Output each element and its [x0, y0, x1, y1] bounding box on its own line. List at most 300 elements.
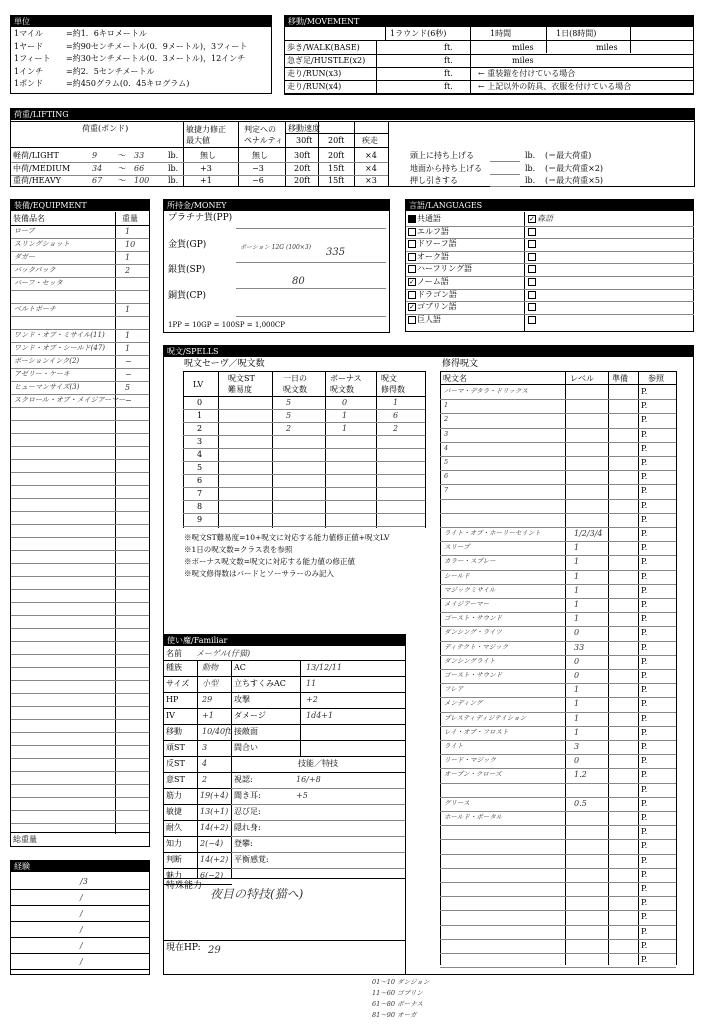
- language-extra-5[interactable]: [528, 277, 537, 286]
- language-checkbox[interactable]: [408, 228, 416, 236]
- rule: [11, 921, 149, 922]
- familiar-kind-label: 種族: [166, 663, 182, 672]
- rule: [11, 355, 149, 356]
- rule: [164, 852, 232, 853]
- familiar-fort-val: 3: [202, 743, 208, 752]
- rule: [440, 655, 676, 656]
- xp-entry: /: [80, 957, 83, 966]
- rule: [440, 669, 676, 670]
- lift-tilde: 〜: [118, 151, 126, 160]
- known-spell-level: 1: [574, 557, 580, 567]
- familiar-kind-val: 動物: [202, 663, 218, 672]
- unit-value: =約1．6キロメートル: [66, 29, 147, 38]
- spell-level: 0: [197, 398, 203, 407]
- rule: [11, 524, 149, 525]
- familiar-skill-label: 平衡感覚:: [234, 855, 269, 864]
- known-spell-name: メンディング: [444, 699, 483, 708]
- known-spell-name: ディテクト・マジック: [444, 642, 509, 651]
- rule: [183, 461, 425, 462]
- spell-note: ※呪文修得数はバードとソーサラーのみ記入: [184, 569, 334, 578]
- lift-col-speed: 移動速度: [288, 124, 320, 133]
- language-item-6[interactable]: [408, 290, 457, 299]
- rule: [115, 212, 116, 834]
- rule: [236, 288, 386, 289]
- known-spell-ref: P.: [641, 727, 648, 737]
- rule: [440, 925, 676, 926]
- language-item-7[interactable]: [408, 302, 457, 311]
- familiar-ability-label: 判断: [166, 855, 182, 864]
- rule: [318, 121, 319, 187]
- rule: [11, 342, 149, 343]
- rule: [440, 470, 676, 471]
- known-col-name: 呪文名: [443, 374, 467, 383]
- money-rate: 1PP = 10GP = 100SP = 1,000CP: [168, 321, 286, 329]
- language-extra-8[interactable]: [528, 315, 537, 324]
- lift-s3: ×4: [365, 163, 377, 173]
- familiar-fort-label: 頑ST: [166, 743, 185, 752]
- familiar-size-label: サイズ: [166, 679, 190, 688]
- rule: [11, 628, 149, 629]
- rule: [376, 371, 377, 528]
- lift-label: 重荷/HEAVY: [13, 176, 61, 185]
- lift-action: 地面から持ち上げる: [410, 163, 482, 173]
- known-spell-ref: P.: [641, 912, 648, 922]
- known-spell-name: マジックミサイル: [444, 585, 496, 594]
- rule: [11, 459, 149, 460]
- language-item-2[interactable]: [408, 239, 457, 248]
- known-col-level: レベル: [570, 374, 594, 383]
- known-spell-ref: P.: [641, 387, 648, 396]
- footer-note: 11〜60 ゴブリン: [372, 989, 423, 997]
- rule: [11, 832, 149, 833]
- known-spell-name: バーマ・デタラ・ドリックス: [444, 387, 528, 395]
- rule: [231, 852, 405, 853]
- spell-level: 7: [197, 489, 203, 498]
- rule: [440, 384, 676, 385]
- equip-item-weight: 1: [125, 253, 131, 262]
- known-spell-ref: P.: [641, 458, 648, 467]
- known-spell-ref: P.: [641, 415, 648, 425]
- spell-col-known: 呪文 修得数: [381, 374, 405, 394]
- equip-item-name: アゼリー・ケーキ: [14, 370, 70, 378]
- familiar-dmg-label: ダメージ: [234, 711, 266, 720]
- known-spell-level: 1: [574, 614, 580, 624]
- equip-item-name: スクロール・オブ・メイジアーマー: [14, 396, 126, 404]
- familiar-dmg-val: 1d4+1: [306, 711, 334, 720]
- lift-dex: +3: [200, 163, 212, 173]
- rule: [440, 428, 676, 429]
- familiar-ability-val: 13(+1): [200, 807, 229, 816]
- language-label: オーク語: [417, 251, 449, 261]
- movement-unit: ft.: [444, 82, 453, 91]
- spell-level: 6: [197, 476, 203, 485]
- known-spell-ref: P.: [641, 855, 648, 865]
- familiar-ability-label: 魅力: [166, 871, 182, 880]
- spell-note: ※呪文ST難易度=10+呪文に対応する能力値修正値+呪文LV: [184, 533, 390, 542]
- familiar-hp-label: HP: [166, 695, 179, 704]
- rule: [440, 868, 676, 869]
- rule: [285, 133, 388, 134]
- equip-item-name: ワンド・オブ・シールド(47): [14, 344, 106, 352]
- rule: [490, 174, 520, 175]
- rule: [164, 772, 232, 773]
- rule: [490, 161, 520, 162]
- rule: [11, 407, 149, 408]
- movement-unit: miles: [512, 56, 534, 65]
- lift-action-note: (＝最大荷重×2): [545, 163, 604, 173]
- familiar-face-label: 接敵面: [234, 727, 258, 736]
- equip-item-weight: 1: [125, 331, 131, 340]
- rule: [11, 758, 149, 759]
- rule: [183, 487, 425, 488]
- movement-note: ← 重装鎧を付けている場合: [478, 69, 576, 78]
- rule: [440, 768, 676, 769]
- rule: [285, 67, 694, 68]
- movement-col-col_day: 1日(8時間): [556, 29, 597, 38]
- rule: [231, 868, 405, 869]
- familiar-ability-label: 敏捷: [166, 807, 182, 816]
- language-label: 森語: [537, 214, 553, 223]
- known-spell-ref: P.: [641, 742, 648, 751]
- language-checkbox[interactable]: [408, 240, 416, 248]
- language-item-5[interactable]: [408, 277, 449, 286]
- language-checkbox[interactable]: [408, 291, 416, 299]
- money-sp-val: 80: [292, 276, 305, 287]
- equip-item-weight: 1: [125, 305, 131, 314]
- rule: [425, 371, 426, 528]
- language-extra-7[interactable]: [528, 302, 537, 311]
- rule: [164, 836, 232, 837]
- rule: [440, 783, 676, 784]
- language-checkbox[interactable]: [528, 265, 536, 273]
- language-item-4[interactable]: [408, 264, 472, 273]
- known-spell-level: 3: [574, 742, 580, 751]
- known-spell-level: 0: [574, 671, 580, 680]
- known-spell-level: 1/2/3/4: [574, 529, 603, 538]
- lift-col-dex: 敏捷力修正 最大値: [186, 125, 226, 145]
- known-spell-name: オープン・クローズ: [444, 770, 502, 779]
- known-spell-name: リード・マジック: [444, 756, 496, 765]
- known-spell-level: 1: [574, 699, 580, 709]
- familiar-skill-label: 登攀:: [234, 839, 253, 848]
- rule: [440, 754, 676, 755]
- rule: [11, 745, 149, 746]
- lift-dex: 無し: [200, 151, 216, 160]
- rule: [231, 740, 405, 741]
- rule: [285, 121, 286, 187]
- rule: [440, 570, 676, 571]
- languages-header: 言語/LANGUAGES: [406, 200, 693, 211]
- known-spell-ref: P.: [641, 656, 648, 666]
- rule: [470, 27, 471, 95]
- known-spell-level: 1: [574, 713, 580, 723]
- footer-note: 01〜10 ダンジョン: [372, 978, 430, 986]
- language-extra-3[interactable]: [528, 252, 537, 261]
- rule: [164, 940, 405, 941]
- rule: [272, 371, 273, 528]
- familiar-ability-val: 2(−4): [200, 839, 224, 848]
- known-spell-name: ホールド・ポータル: [444, 813, 503, 821]
- familiar-ability-val: 6(−2): [200, 871, 224, 880]
- known-spell-name: 3: [444, 429, 449, 438]
- unit-value: =約450グラム(0．45キログラム): [66, 79, 190, 88]
- familiar-ability-label: 筋力: [166, 791, 182, 800]
- equip-item-weight: 1: [125, 227, 131, 236]
- money-cp: 銅貨(CP): [168, 291, 206, 301]
- equip-col-weight: 重量: [122, 214, 138, 223]
- familiar-iv-val: +1: [202, 711, 214, 720]
- rule: [164, 724, 232, 725]
- known-spell-ref: P.: [641, 628, 648, 638]
- rule: [183, 121, 184, 187]
- language-item-8[interactable]: [408, 315, 441, 324]
- known-col-prep: 準備: [612, 374, 628, 383]
- spell-perday: 5: [286, 411, 292, 420]
- units-header: 単位: [11, 16, 271, 27]
- language-checkbox[interactable]: [528, 253, 536, 261]
- known-spell-ref: P.: [641, 642, 648, 652]
- language-item-3[interactable]: [408, 252, 449, 261]
- language-extra-1[interactable]: [528, 227, 537, 236]
- familiar-name-val: メーゲル(仔猫): [196, 649, 251, 658]
- rule: [440, 626, 676, 627]
- xp-entry: /: [80, 941, 83, 950]
- lift-s3: ×3: [365, 176, 377, 185]
- language-checkbox[interactable]: ✓: [409, 278, 415, 286]
- known-spell-ref: P.: [641, 571, 648, 581]
- rule: [406, 226, 694, 227]
- equipment-header: 装備/EQUIPMENT: [11, 200, 149, 211]
- known-spell-ref: P.: [641, 827, 648, 837]
- lift-unit: lb.: [168, 163, 179, 173]
- language-label: エルフ語: [417, 226, 449, 236]
- rule: [440, 598, 676, 599]
- language-checkbox[interactable]: [528, 278, 536, 286]
- known-spell-ref: P.: [641, 940, 648, 950]
- language-checkbox[interactable]: [408, 215, 416, 223]
- rule: [440, 854, 676, 855]
- rule: [440, 882, 676, 883]
- rule: [440, 456, 676, 457]
- familiar-skill-label: 聞き耳:: [234, 791, 261, 800]
- money-pp: プラチナ貨(PP): [168, 213, 233, 223]
- known-spell-name: 1: [444, 401, 449, 410]
- unit-label: 1マイル: [14, 29, 43, 38]
- lift-s2: 15ft: [328, 176, 345, 185]
- equip-item-weight: −: [125, 357, 132, 366]
- known-spell-ref: P.: [641, 443, 648, 453]
- rule: [11, 511, 149, 512]
- familiar-reach-label: 間合い: [234, 743, 258, 752]
- known-spell-level: 0.5: [574, 798, 587, 808]
- movement-header: 移動/MOVEMENT: [285, 16, 693, 27]
- spell-level: 5: [197, 463, 203, 472]
- rule: [11, 238, 149, 239]
- rule: [11, 732, 149, 733]
- language-checkbox[interactable]: [528, 303, 536, 311]
- movement-label: 走り/RUN(x4): [287, 82, 342, 91]
- familiar-ability-val: 14(+2): [200, 855, 229, 864]
- rule: [183, 526, 425, 527]
- rule: [11, 303, 149, 304]
- money-sp: 銀貨(SP): [168, 265, 206, 275]
- unit-value: =約2．5センチメートル: [66, 66, 155, 76]
- spell-bonus: 0: [342, 398, 348, 407]
- known-spell-ref: P.: [641, 955, 648, 964]
- rule: [183, 435, 425, 436]
- xp-entry: /3: [80, 877, 88, 886]
- known-spell-level: 1: [574, 685, 580, 695]
- rule: [676, 371, 677, 965]
- rule: [11, 329, 149, 330]
- lift-hi: 100: [134, 176, 150, 185]
- language-item-0[interactable]: [408, 214, 441, 223]
- equip-total-label: 総重量: [13, 835, 37, 844]
- language-checkbox[interactable]: [408, 253, 416, 261]
- spell-note: ※1日の呪文数=クラス表を参照: [184, 545, 293, 554]
- known-spell-level: 1: [574, 543, 580, 553]
- lift-sp1: 30ft: [296, 136, 313, 145]
- spell-col-perday: 一日の 呪文数: [283, 374, 307, 394]
- rule: [231, 708, 405, 709]
- movement-note: ← 上記以外の防具、衣服を付けている場合: [478, 82, 632, 91]
- lift-s3: ×4: [365, 151, 377, 160]
- rule: [11, 706, 149, 707]
- language-checkbox[interactable]: ✓: [529, 215, 535, 223]
- language-item-1[interactable]: [408, 227, 449, 236]
- known-spell-level: 1: [574, 571, 580, 581]
- equip-item-name: バックパック: [14, 266, 56, 274]
- language-checkbox[interactable]: [528, 240, 536, 248]
- rule: [231, 676, 405, 677]
- known-spell-ref: P.: [641, 841, 648, 851]
- rule: [11, 576, 149, 577]
- known-spell-ref: P.: [641, 529, 648, 538]
- rule: [11, 797, 149, 798]
- rule: [164, 660, 405, 661]
- rule: [164, 708, 232, 709]
- movement-col-col_round: 1ラウンド(6秒): [390, 29, 447, 38]
- known-spell-ref: P.: [641, 813, 648, 822]
- rule: [11, 953, 149, 954]
- known-spell-ref: P.: [641, 784, 648, 794]
- rule: [440, 541, 676, 542]
- known-spell-ref: P.: [641, 699, 648, 709]
- language-label: ノーム語: [417, 277, 449, 286]
- rule: [11, 680, 149, 681]
- equipment-panel: [10, 199, 150, 847]
- spell-known: 6: [393, 411, 399, 420]
- xp-entry: /: [80, 893, 83, 902]
- xp-entry: /: [80, 909, 83, 918]
- rule: [440, 825, 676, 826]
- movement-unit: ft.: [444, 69, 453, 78]
- language-checkbox[interactable]: ✓: [409, 303, 415, 312]
- lift-s1: 30ft: [294, 151, 311, 160]
- rule: [164, 804, 232, 805]
- familiar-iv-label: IV: [166, 711, 175, 720]
- rule: [285, 93, 694, 94]
- spell-col-dc: 呪文ST 難易度: [228, 374, 255, 394]
- language-checkbox[interactable]: [528, 228, 536, 236]
- familiar-atk-label: 攻撃: [234, 695, 250, 704]
- familiar-move-label: 移動: [166, 727, 182, 736]
- lift-unit: lb.: [168, 176, 179, 185]
- rule: [440, 939, 676, 940]
- known-spell-ref: P.: [641, 500, 648, 510]
- familiar-special-label: 特殊能力: [166, 881, 203, 891]
- rule: [164, 740, 232, 741]
- known-col-ref: 参照: [648, 374, 664, 383]
- known-spell-level: 0: [574, 756, 580, 766]
- spell-perday: 2: [286, 424, 292, 433]
- lift-tilde: 〜: [118, 176, 126, 185]
- spell-col-bonus: ボーナス 呪文数: [330, 374, 362, 394]
- lift-action: 頭上に持ち上げる: [410, 151, 474, 160]
- rule: [231, 788, 405, 789]
- movement-unit: ft.: [444, 43, 453, 52]
- known-spell-ref: P.: [641, 401, 648, 411]
- language-checkbox[interactable]: [528, 316, 536, 324]
- known-spell-ref: P.: [641, 869, 648, 879]
- known-spell-ref: P.: [641, 756, 648, 766]
- language-extra-2[interactable]: [528, 239, 537, 248]
- language-checkbox[interactable]: [528, 291, 536, 299]
- rule: [11, 589, 149, 590]
- rule: [11, 905, 149, 906]
- rule: [285, 54, 694, 55]
- rule: [183, 409, 425, 410]
- rule: [183, 500, 425, 501]
- rule: [440, 683, 676, 684]
- equip-item-weight: 5: [125, 383, 131, 392]
- known-spell-ref: P.: [641, 898, 648, 908]
- known-spell-ref: P.: [641, 926, 648, 936]
- rule: [440, 967, 676, 968]
- language-checkbox[interactable]: [408, 265, 416, 273]
- equip-item-name: ダガー: [14, 253, 35, 261]
- rule: [11, 810, 149, 811]
- language-extra-0[interactable]: [528, 214, 553, 223]
- equip-item-name: ローブ: [14, 227, 35, 235]
- spell-known: 2: [393, 424, 399, 433]
- movement-unit: ft.: [444, 56, 453, 65]
- rule: [440, 896, 676, 897]
- rule: [440, 555, 676, 556]
- rule: [440, 811, 676, 812]
- familiar-special-val: 夜目の特技(猫へ): [210, 887, 304, 901]
- rule: [236, 228, 386, 229]
- rule: [300, 660, 301, 756]
- rule: [197, 660, 198, 878]
- lift-action-unit: lb.: [525, 163, 536, 173]
- lifting-header: 荷重/LIFTING: [11, 109, 694, 120]
- rule: [11, 381, 149, 382]
- rule: [440, 726, 676, 727]
- language-checkbox[interactable]: [408, 316, 416, 324]
- rule: [183, 422, 425, 423]
- rule: [11, 251, 149, 252]
- known-spell-ref: P.: [641, 884, 648, 893]
- language-label: 共通語: [417, 214, 441, 223]
- known-spell-name: レイ・オブ・フロスト: [444, 727, 509, 736]
- known-spell-name: フレア: [444, 685, 464, 694]
- language-extra-6[interactable]: [528, 290, 537, 299]
- rule: [183, 371, 184, 528]
- rule: [11, 693, 149, 694]
- rule: [440, 499, 676, 500]
- language-extra-4[interactable]: [528, 264, 537, 273]
